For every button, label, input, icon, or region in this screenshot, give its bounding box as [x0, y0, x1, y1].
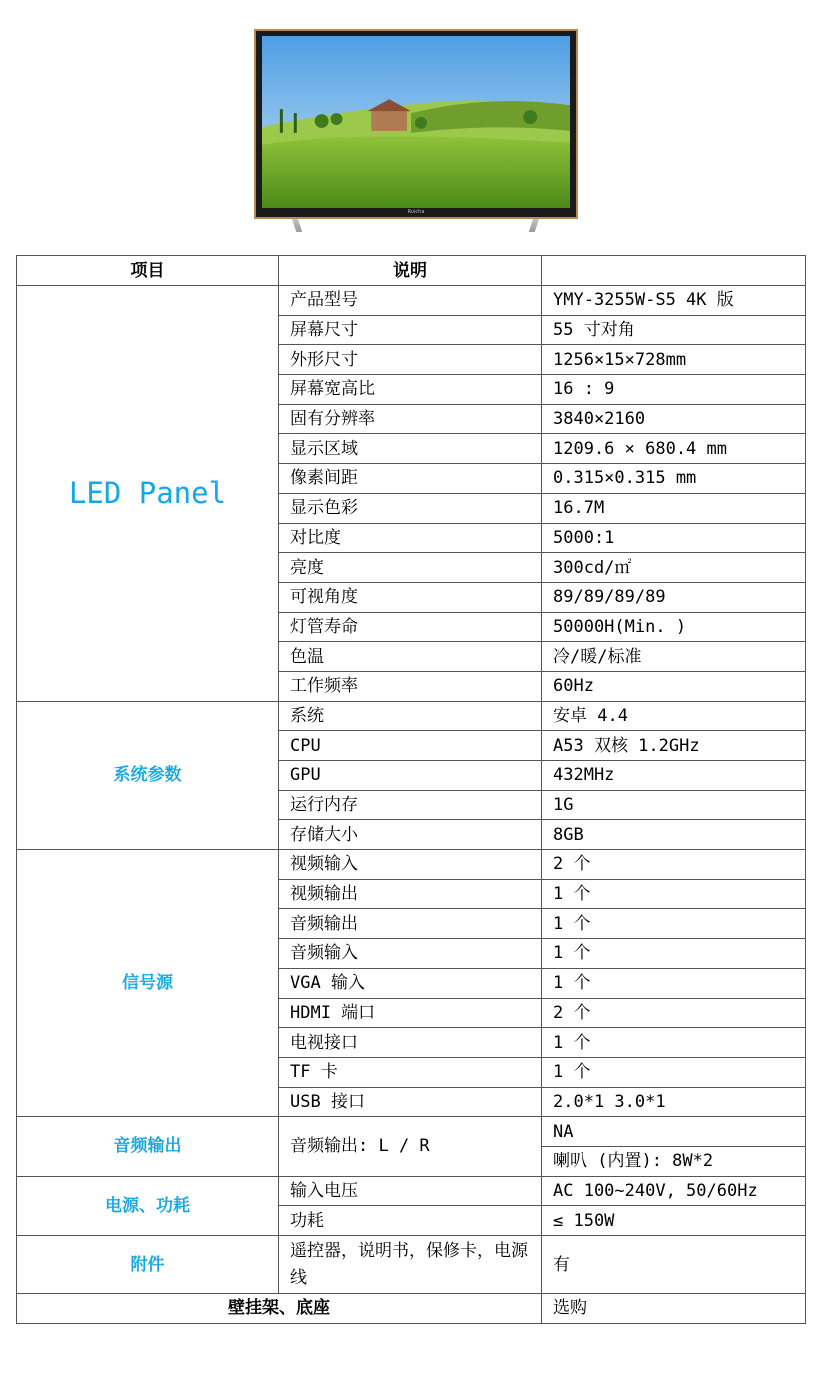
spec-value: 16.7M	[542, 493, 806, 523]
spec-value: YMY-3255W-S5 4K 版	[542, 286, 806, 316]
tv-bezel	[254, 29, 578, 219]
spec-item: 固有分辨率	[279, 404, 542, 434]
header-description: 说明	[279, 256, 542, 286]
spec-item: 功耗	[279, 1206, 542, 1236]
spec-item: 视频输出	[279, 879, 542, 909]
spec-value: 1 个	[542, 939, 806, 969]
spec-value: 1 个	[542, 1057, 806, 1087]
section-category: 附件	[17, 1236, 279, 1294]
spec-value: 432MHz	[542, 761, 806, 791]
spec-value: A53 双核 1.2GHz	[542, 731, 806, 761]
spec-value: 50000H(Min. )	[542, 612, 806, 642]
spec-value: 1 个	[542, 1028, 806, 1058]
spec-item: USB 接口	[279, 1087, 542, 1117]
spec-item: CPU	[279, 731, 542, 761]
spec-value: 1256×15×728mm	[542, 345, 806, 375]
spec-value: 1 个	[542, 909, 806, 939]
table-row	[17, 1117, 806, 1147]
spec-item: 运行内存	[279, 790, 542, 820]
spec-value: 2 个	[542, 998, 806, 1028]
spec-value: 55 寸对角	[542, 315, 806, 345]
spec-value: AC 100~240V, 50/60Hz	[542, 1176, 806, 1206]
spec-value: 安卓 4.4	[542, 701, 806, 731]
spec-value: 有	[542, 1236, 806, 1294]
spec-item: 像素间距	[279, 464, 542, 494]
spec-value: 5000:1	[542, 523, 806, 553]
spec-value: 喇叭 (内置): 8W*2	[542, 1146, 806, 1176]
spec-item: 输入电压	[279, 1176, 542, 1206]
tv-screen-landscape	[262, 36, 570, 208]
section-category: 电源、功耗	[17, 1176, 279, 1235]
spec-item: 产品型号	[279, 286, 542, 316]
spec-item: 外形尺寸	[279, 345, 542, 375]
spec-item: 色温	[279, 642, 542, 672]
spec-value: 1 个	[542, 879, 806, 909]
spec-item: 遥控器，说明书，保修卡，电源线	[279, 1236, 542, 1294]
section-category: 系统参数	[17, 701, 279, 849]
spec-value: 1209.6 × 680.4 mm	[542, 434, 806, 464]
spec-item: 屏幕尺寸	[279, 315, 542, 345]
spec-value: 0.315×0.315 mm	[542, 464, 806, 494]
table-row	[17, 1236, 806, 1294]
section-category: LED Panel	[17, 286, 279, 702]
spec-item: 电视接口	[279, 1028, 542, 1058]
spec-item: 对比度	[279, 523, 542, 553]
spec-item: 音频输入	[279, 939, 542, 969]
table-row	[17, 701, 806, 731]
spec-item: 系统	[279, 701, 542, 731]
spec-item: 存储大小	[279, 820, 542, 850]
table-row	[17, 1176, 806, 1206]
table-row	[17, 286, 806, 316]
spec-item: 灯管寿命	[279, 612, 542, 642]
spec-value: 16 : 9	[542, 375, 806, 405]
spec-value: 2.0*1 3.0*1	[542, 1087, 806, 1117]
section-category: 信号源	[17, 850, 279, 1117]
section-category: 音频输出	[17, 1117, 279, 1176]
spec-item: 音频输出: L / R	[279, 1117, 542, 1176]
spec-item: TF 卡	[279, 1057, 542, 1087]
spec-item: 屏幕宽高比	[279, 375, 542, 405]
product-image	[254, 29, 578, 219]
table-footer-row	[17, 1294, 806, 1324]
header-item: 项目	[17, 256, 279, 286]
spec-value: 1G	[542, 790, 806, 820]
spec-value: 60Hz	[542, 671, 806, 701]
spec-item: VGA 输入	[279, 968, 542, 998]
spec-item: 亮度	[279, 553, 542, 583]
spec-item: 显示区域	[279, 434, 542, 464]
spec-item: 音频输出	[279, 909, 542, 939]
spec-value: 89/89/89/89	[542, 582, 806, 612]
spec-item: GPU	[279, 761, 542, 791]
spec-value: 1 个	[542, 968, 806, 998]
spec-value: 300cd/㎡	[542, 553, 806, 583]
footer-value: 选购	[542, 1294, 806, 1324]
spec-item: 显示色彩	[279, 493, 542, 523]
spec-value: 8GB	[542, 820, 806, 850]
header-value	[542, 256, 806, 286]
spec-value: ≤ 150W	[542, 1206, 806, 1236]
spec-table	[16, 255, 806, 1324]
table-row	[17, 850, 806, 880]
table-header-row	[17, 256, 806, 286]
spec-item: HDMI 端口	[279, 998, 542, 1028]
spec-item: 工作频率	[279, 671, 542, 701]
spec-value: NA	[542, 1117, 806, 1147]
footer-item: 壁挂架、底座	[17, 1294, 542, 1324]
spec-value: 3840×2160	[542, 404, 806, 434]
spec-item: 视频输入	[279, 850, 542, 880]
spec-item: 可视角度	[279, 582, 542, 612]
spec-value: 2 个	[542, 850, 806, 880]
spec-value: 冷/暖/标准	[542, 642, 806, 672]
tv-brand-logo: Ruicha	[407, 209, 425, 215]
